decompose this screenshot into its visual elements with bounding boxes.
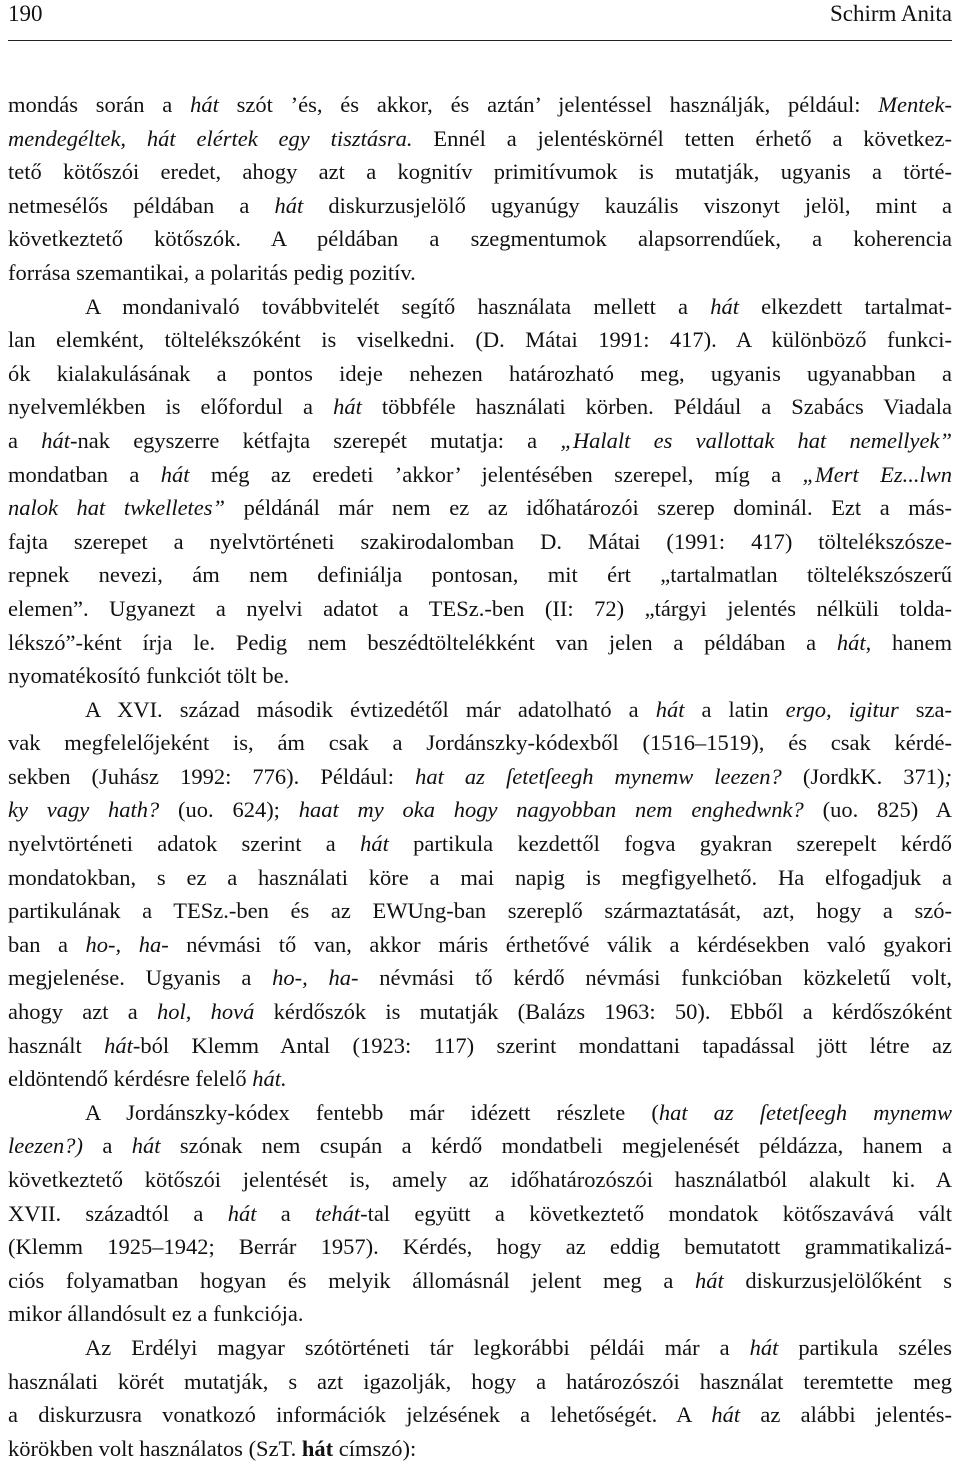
running-head-author: Schirm Anita <box>829 1 952 26</box>
text-line: használati körét mutatják, s azt igazolják, hogy a határozószói használat teremtette meg <box>8 1368 952 1394</box>
body-text <box>8 88 952 1465</box>
text-line: ky vagy hath? (uo. 624); haat my oka hogy nagyobban nem enghedwnk? (uo. 825) A <box>8 797 952 823</box>
text-line: mendegéltek, hát elértek egy tisztásra. Ennél a jelentéskörnél tetten érhető a következ- <box>8 125 952 151</box>
text-line: XVII. századtól a hát a tehát-tal együtt a következtető mondatok kötőszavává vált <box>8 1200 952 1226</box>
page-number: 190 <box>8 1 43 26</box>
text-line: mikor állandósult ez a funkciója. <box>8 1301 304 1327</box>
text-line: fajta szerepet a nyelvtörténeti szakirodalomban D. Mátai (1991: 417) töltelékszósze- <box>8 528 952 554</box>
text-line: megjelenése. Ugyanis a ho-, ha- névmási tő kérdő névmási funkcióban közkeletű volt, <box>8 965 952 991</box>
text-line: eldöntendő kérdésre felelő hát. <box>8 1066 287 1092</box>
text-line: vak megfelelőjeként is, ám csak a Jordánszky-kódexből (1516–1519), és csak kérdé- <box>8 730 952 756</box>
text-line: nyelvtörténeti adatok szerint a hát partikula kezdettől fogva gyakran szerepelt kérdő <box>8 831 952 857</box>
text-line: mondás során a hát szót ’és, és akkor, és aztán’ jelentéssel használják, például: Mentek- <box>8 92 952 117</box>
text-line: a diskurzusra vonatkozó információk jelzésének a lehetőségét. A hát az alábbi jelentés- <box>8 1402 953 1428</box>
text-line: körökben volt használatos (SzT. hát címszó): <box>8 1435 417 1461</box>
text-line: sekben (Juhász 1992: 776). Például: hat az ſetetſeegh mynemw leezen? (JordkK. 371); <box>8 763 953 789</box>
text-line: netmesélős példában a hát diskurzusjelölő ugyanúgy kauzális viszonyt jelöl, mint a <box>8 192 952 218</box>
text-line: repnek nevezi, ám nem definiálja pontosan, mit ért „tartalmatlan töltelékszószerű <box>8 562 952 588</box>
text-line: A XVI. század második évtizedétől már adatolható a hát a latin ergo, igitur sza- <box>85 696 952 722</box>
text-line: lékszó”-ként írja le. Pedig nem beszédtöltelékként van jelen a példában a hát, hanem <box>8 629 952 655</box>
text-line: nyelvemlékben is előfordul a hát többféle használati körben. Például a Szabács Viadala <box>8 394 952 420</box>
text-line: használt hát-ból Klemm Antal (1923: 117) szerint mondattani tapadással jött létre az <box>8 1032 952 1058</box>
text-line: lan elemként, töltelékszóként is viselkedni. (D. Mátai 1991: 417). A különböző funkci- <box>8 327 952 353</box>
text-line: nalok hat twkelletes” példánál már nem ez az időhatározói szerep dominál. Ezt a más- <box>8 495 952 521</box>
text-line: elemen”. Ugyanezt a nyelvi adatot a TESz.-ben (II: 72) „tárgyi jelentés nélküli tolda- <box>8 595 952 621</box>
text-line: (Klemm 1925–1942; Berrár 1957). Kérdés, hogy az eddig bemutatott grammatikalizá- <box>8 1234 952 1260</box>
text-line: ciós folyamatban hogyan és melyik állomásnál jelent meg a hát diskurzusjelölőként s <box>8 1267 952 1293</box>
text-line: ban a ho-, ha- névmási tő van, akkor máris érthetővé válik a kérdésekben való gyakori <box>8 931 952 957</box>
text-line: nyomatékosító funkciót tölt be. <box>8 663 290 689</box>
page-header <box>8 0 952 41</box>
text-line: A mondanivaló továbbvitelét segítő használata mellett a hát elkezdett tartalmat- <box>85 293 953 319</box>
text-line: mondatokban, s ez a használati köre a mai napig is megfigyelhető. Ha elfogadjuk a <box>8 864 952 890</box>
text-line: következtető kötőszók. A példában a szegmentumok alapsorrendűek, a koherencia <box>8 226 952 252</box>
text-line: ók kialakulásának a pontos ideje nehezen határozható meg, ugyanis ugyanabban a <box>8 360 952 386</box>
text-line: következtető kötőszói jelentését is, amely az időhatározószói használatból alakult ki. A <box>8 1167 952 1192</box>
text-line: A Jordánszky-kódex fentebb már idézett részlete (hat az ſetetſeegh mynemw <box>85 1099 952 1125</box>
text-line: forrása szemantikai, a polaritás pedig pozitív. <box>8 259 416 285</box>
text-line: Az Erdélyi magyar szótörténeti tár legkorábbi példái már a hát partikula széles <box>85 1334 952 1360</box>
text-line: mondatban a hát még az eredeti ’akkor’ jelentésében szerepel, míg a „Mert Ez...lwn <box>8 461 952 487</box>
text-line: tető kötőszói eredet, ahogy azt a kognitív primitívumok is mutatják, ugyanis a törté- <box>8 159 952 185</box>
text-line: leezen?) a hát szónak nem csupán a kérdő mondatbeli megjelenését példázza, hanem a <box>8 1133 952 1159</box>
text-line: ahogy azt a hol, hová kérdőszók is mutatják (Balázs 1963: 50). Ebből a kérdőszóként <box>8 999 952 1025</box>
text-line: partikulának a TESz.-ben és az EWUng-ban szereplő származtatását, azt, hogy a szó- <box>8 898 952 924</box>
text-line: a hát-nak egyszerre kétfajta szerepét mutatja: a „Halalt es vallottak hat nemellyek” <box>8 427 952 453</box>
